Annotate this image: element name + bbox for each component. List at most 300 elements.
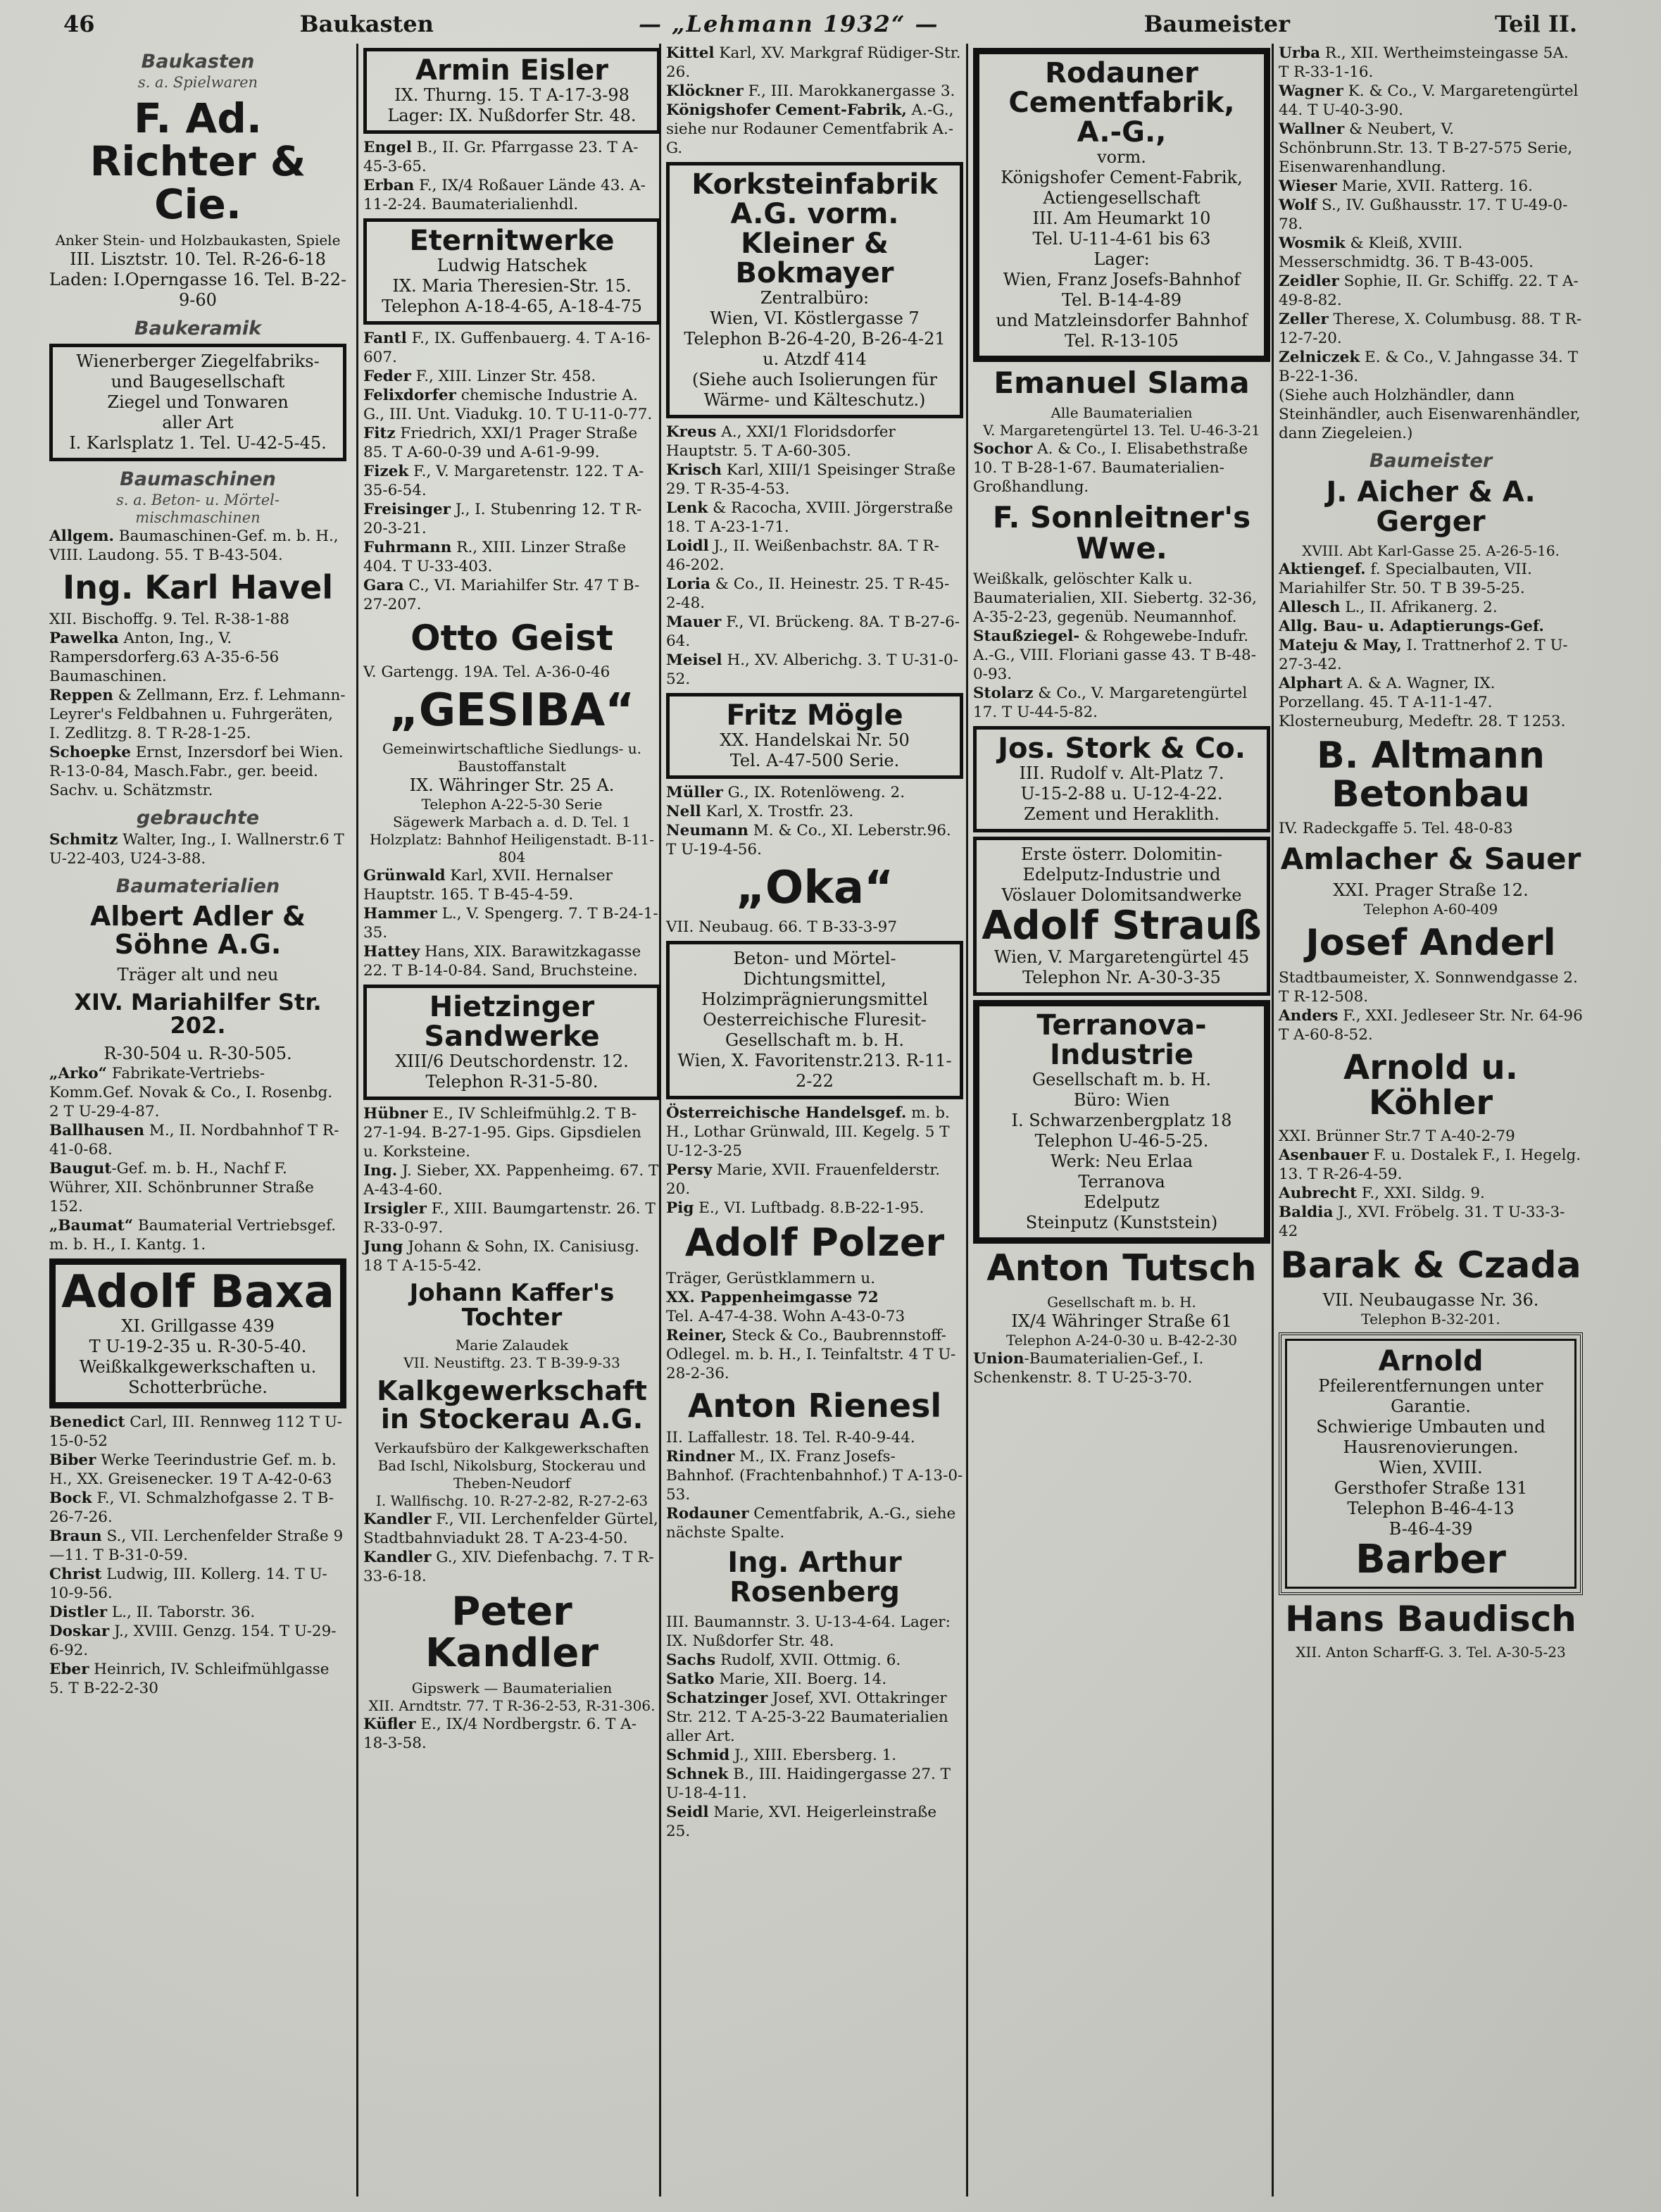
directory-entry (666, 918, 963, 937)
ad-line-bold: Laden: I.Operngasse 16. Tel. B-22-9-60 (49, 269, 347, 310)
directory-entry (666, 499, 963, 537)
directory-entry (363, 1199, 660, 1237)
directory-entry (666, 101, 963, 158)
directory-entry (363, 424, 660, 462)
entry-details: Heinrich, IV. Schleifmühlgasse 5. T B-22-2-30 (49, 1661, 330, 1698)
entry-details: Marie, XVII. Ratterg. 16. (1336, 177, 1533, 195)
directory-entry (49, 1064, 346, 1121)
ad-line: Tel. A-47-500 Serie. (729, 751, 900, 770)
directory-entry (363, 1715, 660, 1753)
header-part: Teil II. (1494, 11, 1577, 37)
directory-entry (666, 1326, 963, 1383)
entry-name: Rodauner (666, 1505, 749, 1523)
directory-entry (666, 1104, 963, 1161)
ad-line: Telephon A-22-5-30 Serie (421, 795, 603, 813)
ad-line-bold: XXI. Prager Straße 12. (1333, 880, 1529, 901)
entry-name: Bock (49, 1489, 92, 1508)
ad-line: Büro: Wien (1073, 1090, 1170, 1111)
ad-line: Verkaufsbüro der Kalkgewerkschaften Bad Ischl, Nikolsburg, Stockerau und Theben-Neudorf (375, 1439, 649, 1492)
column-3 (663, 44, 966, 2197)
entry-name: Hammer (363, 904, 437, 923)
column-4 (970, 44, 1273, 2197)
ad-line: XIII/6 Deutschordenstr. 12. (395, 1051, 629, 1071)
advertiser-name: J. Aicher & A. Gerger (1326, 476, 1536, 538)
entry-name: Eber (49, 1661, 89, 1679)
entry-name: Grünwald (363, 866, 446, 885)
directory-entry (1279, 1203, 1583, 1241)
ad-line: T U-19-2-35 u. R-30-5-40. (89, 1337, 307, 1357)
entry-name: Irsigler (363, 1199, 427, 1218)
entry-name: Persy (666, 1161, 713, 1180)
directory-entry (1279, 386, 1583, 443)
ad-line: Telephon A-60-409 (1363, 901, 1498, 918)
entry-name: Königshofer Cement-Fabrik, (666, 101, 907, 119)
entry-details: Anton, Ing., V. Rampersdorferg.63 A-35-6-56 Baumaschinen. (49, 629, 280, 685)
entry-name: „Baumat“ (49, 1216, 134, 1235)
entry-name: Seidl (666, 1804, 709, 1822)
entry-details: -Baumaterialien-Gef., I. Schenkenstr. 8. T U-25-3-70. (973, 1349, 1204, 1387)
ad-line: U-15-2-88 u. U-12-4-22. (1020, 784, 1223, 804)
section-heading: Baumaschinen (120, 468, 276, 490)
advertiser-name: XIV. Mariahilfer Str. 202. (74, 988, 322, 1039)
entry-details: Therese, X. Columbusg. 88. T R-12-7-20. (1279, 311, 1582, 347)
advertiser-name: Otto Geist (410, 618, 613, 658)
ad-line: Telephon R-31-5-80. (425, 1071, 598, 1092)
ad-line: III. Am Heumarkt 10 (1032, 208, 1211, 228)
directory-entry (666, 1670, 963, 1689)
ad-line: Gesellschaft m. b. H. (1047, 1293, 1196, 1311)
ad-line: IX. Thurng. 15. T A-17-3-98 (394, 85, 629, 105)
directory-entry (1279, 1127, 1583, 1146)
directory-entry (973, 570, 1270, 627)
entry-details: F., III. Marokkanergasse 3. (743, 82, 955, 100)
ad-line: XII. Arndtstr. 77. T R-36-2-53, R-31-306. (368, 1697, 656, 1715)
ad-line: Edelputz-Industrie und (1022, 865, 1221, 885)
directory-entry (49, 1527, 346, 1565)
directory-entry (1279, 196, 1583, 234)
entry-details: Carl, III. Rennweg 112 T U-15-0-52 (49, 1413, 342, 1451)
entry-details: Ludwig, III. Kollerg. 14. T U-10-9-56. (49, 1566, 327, 1603)
ad-line: Telephon A-24-0-30 u. B-42-2-30 (1005, 1331, 1238, 1349)
entry-name: Fitz (363, 425, 396, 442)
entry-details: Weißkalk, gelöschter Kalk u. Baumaterialien, XII. Siebertg. 32-36, A-35-2-23, gegenüb. Neumannhof. (973, 570, 1257, 627)
entry-name: Fantl (363, 330, 407, 347)
ad-line: Telephon B-46-4-13 (1347, 1499, 1515, 1519)
directory-entry (666, 461, 963, 499)
directory-entry (363, 538, 660, 576)
entry-name: Hübner (363, 1104, 428, 1123)
directory-entry (363, 576, 660, 614)
directory-entry (49, 1121, 346, 1159)
ad-line: Tel. R-13-105 (1065, 331, 1179, 351)
entry-name: Satko (666, 1670, 715, 1689)
entry-details: Walter, Ing., I. Wallnerstr.6 T U-22-403, U24-3-88. (49, 830, 344, 868)
directory-entry (973, 627, 1270, 684)
entry-name: Sochor (973, 440, 1033, 458)
ad-line: Telephon U-46-5-25. (1034, 1131, 1209, 1151)
ad-line: Königshofer Cement-Fabrik, Actiengesellschaft (1001, 168, 1243, 208)
section-heading: gebrauchte (136, 806, 260, 829)
column-1 (46, 44, 349, 2197)
directory-entry (666, 802, 963, 821)
advertiser-name: F. Ad. Richter & Cie. (89, 94, 306, 228)
directory-entry (363, 1104, 660, 1161)
entry-name: Küfler (363, 1716, 416, 1734)
entry-name: Benedict (49, 1413, 125, 1432)
entry-name: Kreus (666, 423, 717, 441)
entry-name: Mauer (666, 613, 722, 631)
advertisement-box (363, 48, 660, 134)
directory-entry (666, 82, 963, 101)
advertiser-name: Rodauner Cementfabrik, A.-G., (1008, 57, 1235, 149)
directory-entry (666, 821, 963, 859)
directory-entry (363, 1548, 660, 1586)
entry-details: A. & Co., I. Elisabethstraße 10. T B-28-1-67. Baumaterialien-Großhandlung. (973, 440, 1248, 496)
directory-entry (1279, 234, 1583, 272)
directory-entry (1279, 120, 1583, 177)
directory-entry (49, 830, 346, 868)
ad-line-bold: R-30-504 u. R-30-505. (104, 1043, 292, 1063)
entry-name: Pawelka (49, 629, 119, 647)
ad-line: Gesellschaft m. b. H. (725, 1030, 905, 1051)
ad-line: Sägewerk Marbach a. d. D. Tel. 1 (392, 813, 632, 830)
entry-details: Stadtbaumeister, X. Sonnwendgasse 2. T R-12-508. (1279, 968, 1578, 1006)
entry-details: R., XII. Wertheimsteingasse 5A. T R-33-1-16. (1279, 44, 1569, 81)
entry-name: Allg. Bau- u. Adaptierungs-Gef. Mateju & May, (1279, 618, 1544, 654)
directory-entry (1279, 1006, 1583, 1044)
entry-details: & Zellmann, Erz. f. Lehmann-Leyrer's Feldbahnen u. Fuhrgeräten, I. Zedlitzg. 8. T R-28-1-25. (49, 686, 346, 742)
section-subheading: s. a. Beton- u. Mörtel- (116, 491, 280, 508)
entry-name: Neumann (666, 822, 748, 839)
ad-line: Anker Stein- und Holzbaukasten, Spiele (55, 231, 341, 249)
entry-details: (Siehe auch Holzhändler, dann Steinhändler, auch Eisenwarenhändler, dann Ziegeleien.) (1279, 387, 1581, 442)
directory-entry (363, 1237, 660, 1275)
entry-details: Rudolf, XVII. Ottmig. 6. (715, 1651, 901, 1670)
advertiser-name: Barak & Czada (1280, 1244, 1581, 1287)
entry-name: Hattey (363, 942, 420, 961)
entry-details: Johann & Sohn, IX. Canisiusg. 18 T A-15-5-42. (363, 1237, 639, 1275)
ad-line: vorm. (1097, 147, 1146, 167)
ad-line: Tel. U-11-4-61 bis 63 (1032, 229, 1211, 249)
directory-entry (666, 1161, 963, 1199)
advertiser-name: Anton Rienesl (687, 1386, 942, 1425)
ad-line: und Matzleinsdorfer Bahnhof (996, 311, 1248, 330)
directory-entry (49, 686, 346, 743)
directory-entry (363, 462, 660, 500)
advertisement-box (1279, 1332, 1583, 1595)
entry-details: M., II. Nordbahnhof T R-41-0-68. (49, 1121, 339, 1158)
directory-entry (666, 44, 963, 82)
entry-name: Baugut (49, 1159, 112, 1177)
ad-line: Werk: Neu Erlaa (1050, 1151, 1193, 1172)
ad-line: Holzimprägnierungsmittel (701, 989, 928, 1010)
entry-name: Zeller (1279, 311, 1329, 328)
entry-details: C., VI. Mariahilfer Str. 47 T B-27-207. (363, 577, 640, 613)
ad-line: Pfeilerentfernungen unter Garantie. (1318, 1376, 1543, 1417)
entry-name: Loidl (666, 537, 709, 555)
entry-details: F., VII. Lerchenfelder Gürtel, Stadtbahnviadukt 28. T A-23-4-50. (363, 1510, 658, 1547)
entry-name: Loria (666, 575, 710, 593)
directory-entry (363, 386, 660, 424)
ad-line: B-46-4-39 (1389, 1519, 1473, 1539)
ad-line: Wienerberger Ziegelfabriks- (76, 351, 320, 371)
entry-details: Karl, XVII. Hernalser Hauptstr. 165. T B-45-4-59. (363, 866, 613, 904)
entry-name: Baldia (1279, 1203, 1334, 1221)
entry-name: Doskar (49, 1623, 110, 1641)
advertiser-name: F. Sonnleitner's Wwe. (992, 500, 1251, 566)
directory-entry (363, 138, 660, 176)
ad-line-bold: Träger alt und neu (117, 964, 279, 985)
entry-name: Felixdorfer (363, 387, 456, 404)
ad-line: Gipswerk — Baumaterialien (411, 1680, 613, 1697)
entry-details: Marie, XII. Boerg. 14. (714, 1670, 887, 1689)
ad-line: XX. Handelskai Nr. 50 (720, 730, 910, 750)
directory-entry (363, 500, 660, 538)
ad-line: Terranova (1078, 1172, 1165, 1192)
ad-line: Alle Baumaterialien (1051, 404, 1193, 422)
section-subheading: mischmaschinen (135, 508, 261, 526)
entry-details: J., II. Weißenbachstr. 8A. T R-46-202. (666, 537, 939, 574)
entry-details: F., XIII. Baumgartenstr. 26. T R-33-0-97. (363, 1199, 656, 1237)
advertisement-box (973, 48, 1270, 362)
ad-line: Lager: IX. Nußdorfer Str. 48. (387, 106, 637, 125)
ad-line: aller Art (162, 412, 234, 432)
entry-name: Reiner, (666, 1326, 727, 1344)
entry-name: Erban (363, 177, 415, 194)
advertiser-name: Barber (1355, 1537, 1506, 1583)
advertiser-name: Arnold (1378, 1345, 1484, 1378)
entry-name: Feder (363, 368, 411, 385)
entry-name: Allesch (1279, 599, 1341, 616)
advertisement-box (666, 941, 963, 1099)
entry-name: Gara (363, 577, 404, 594)
entry-details: III. Baumannstr. 3. U-13-4-64. Lager: IX. Nußdorfer Str. 48. (666, 1613, 951, 1651)
ad-line: Wien, XVIII. (1379, 1458, 1483, 1478)
entry-name: Engel (363, 139, 412, 156)
entry-details: L., V. Spengerg. 7. T B-24-1-35. (363, 904, 658, 942)
ad-line: Vöslauer Dolomitsandwerke (1001, 885, 1242, 906)
entry-details: Werke Teerindustrie Gef. m. b. H., XX. Greisenecker. 19 T A-42-0-63 (49, 1451, 337, 1489)
entry-details: F., IX/4 Roßauer Lände 43. A-11-2-24. Baumaterialienhdl. (363, 177, 646, 213)
advertisement-box (973, 837, 1270, 996)
advertiser-name: Adolf Baxa (61, 1266, 334, 1318)
entry-details: F. u. Dostalek F., I. Hegelg. 13. T R-26-4-59. (1279, 1146, 1581, 1183)
entry-name: Aubrecht (1279, 1184, 1358, 1202)
advertiser-name: B. Altmann Betonbau (1317, 735, 1545, 816)
directory-entry (363, 1161, 660, 1199)
entry-name: Freisinger (363, 501, 451, 518)
entry-details: J., XVIII. Genzg. 154. T U-29-6-92. (49, 1623, 337, 1660)
ad-line: Telephon A-18-4-65, A-18-4-75 (382, 296, 642, 316)
column-2 (361, 44, 663, 2197)
directory-entry (666, 651, 963, 689)
directory-entry (49, 610, 346, 629)
ad-line-bold: IX. Währinger Str. 25 A. (409, 775, 615, 795)
advertiser-name: Jos. Stork & Co. (998, 732, 1246, 766)
directory-entry (363, 904, 660, 942)
advertiser-name: Terranova-Industrie (1036, 1009, 1207, 1072)
entry-details: Karl, XV. Markgraf Rüdiger-Str. 26. (666, 44, 961, 81)
directory-entry (363, 942, 660, 980)
entry-details: B., III. Haidingergasse 27. T U-18-4-11. (666, 1766, 951, 1803)
ad-line: VII. Neustiftg. 23. T B-39-9-33 (403, 1354, 620, 1372)
entry-name: Christ (49, 1566, 102, 1584)
entry-name: Krisch (666, 461, 722, 479)
ad-line: Weißkalkgewerkschaften u. Schotterbrüche. (79, 1357, 317, 1398)
page-number: 46 (63, 11, 95, 37)
entry-name: Allgem. (49, 527, 114, 545)
directory-entry (1279, 348, 1583, 386)
advertiser-name: Amlacher & Sauer (1280, 842, 1581, 877)
directory-entry (363, 329, 660, 367)
directory-entry (363, 176, 660, 214)
entry-details: J., XVI. Fröbelg. 31. T U-33-3-42 (1279, 1203, 1565, 1240)
entry-name: Schatzinger (666, 1689, 768, 1708)
header-title: — „Lehmann 1932“ — (638, 11, 939, 37)
ad-line: Zentralbüro: (760, 288, 870, 308)
entry-details: V. Gartengg. 19A. Tel. A-36-0-46 (363, 663, 610, 681)
directory-entry (666, 1613, 963, 1651)
ad-line: und Baugesellschaft (111, 371, 285, 392)
ad-line: Gemeinwirtschaftliche Siedlungs- u. Baustoffanstalt (382, 739, 642, 775)
directory-entry (1279, 598, 1583, 617)
entry-details: Ernst, Inzersdorf bei Wien. R-13-0-84, Masch.Fabr., ger. beeid. Sachv. u. Schätzmstr. (49, 743, 344, 799)
ad-line-bold: III. Lisztstr. 10. Tel. R-26-6-18 (70, 249, 326, 269)
ad-line: Telephon B-32-201. (1361, 1311, 1500, 1328)
section-heading: Baumaterialien (115, 875, 280, 897)
entry-details: A. & A. Wagner, IX. Porzellang. 45. T A-11-1-47. Klosterneuburg, Medeftr. 28. T 1253. (1279, 675, 1566, 730)
entry-details: J., XIII. Ebersberg. 1. (729, 1747, 897, 1765)
advertiser-name: Eternitwerke (409, 225, 615, 257)
entry-details: G., IX. Rotenlöweng. 2. (722, 784, 905, 801)
directory-entry (666, 1269, 963, 1288)
entry-details: & Co., II. Heinestr. 25. T R-45-2-48. (666, 575, 950, 612)
entry-details: Marie, XVI. Heigerleinstraße 25. (666, 1804, 937, 1841)
directory-entry (49, 1216, 346, 1254)
entry-name: Stolarz (973, 685, 1034, 703)
entry-details: f. Specialbauten, VII. Mariahilfer Str. 50. T B 39-5-25. (1279, 561, 1532, 597)
entry-name: Anders (1279, 1006, 1339, 1025)
entry-name: Schmitz (49, 830, 118, 849)
entry-name: Aktiengef. (1279, 561, 1366, 578)
entry-name: Wagner (1279, 82, 1343, 100)
column-rule (356, 44, 358, 2197)
entry-name: Wosmik (1279, 235, 1346, 252)
entry-details: M., IX. Franz Josefs-Bahnhof. (Frachtenbahnhof.) T A-13-0-53. (666, 1448, 963, 1504)
entry-name: Reppen (49, 686, 113, 704)
ad-line: (Siehe auch Isolierungen für Wärme- und Kälteschutz.) (692, 370, 937, 410)
entry-details: S., VII. Lerchenfelder Straße 9—11. T B-31-0-59. (49, 1527, 344, 1565)
advertisement-box (666, 162, 963, 418)
ad-line: Oesterreichische Fluresit- (703, 1010, 927, 1030)
entry-details: II. Laffallestr. 18. Tel. R-40-9-44. (666, 1429, 915, 1447)
entry-name: XX. Pappenheimgasse 72 (666, 1288, 879, 1306)
entry-details: B., II. Gr. Pfarrgasse 23. T A-45-3-65. (363, 139, 639, 175)
directory-entry (1279, 560, 1583, 598)
directory-entry (1279, 177, 1583, 196)
entry-details: G., XIV. Diefenbachg. 7. T R-33-6-18. (363, 1548, 654, 1585)
ad-line: Lager: (1093, 249, 1150, 269)
directory-entry (666, 613, 963, 651)
entry-details: Hans, XIX. Barawitzkagasse 22. T B-14-0-84. Sand, Bruchsteine. (363, 942, 641, 980)
entry-details: L., II. Afrikanerg. 2. (1340, 599, 1498, 616)
ad-line: Steinputz (Kunststein) (1025, 1213, 1218, 1233)
entry-name: Wolf (1279, 196, 1317, 214)
entry-details: A., XXI/1 Floridsdorfer Hauptstr. 5. T A-60-305. (666, 423, 896, 460)
entry-details: S., IV. Gußhausstr. 17. T U-49-0-78. (1279, 196, 1568, 233)
directory-entry (49, 1159, 346, 1216)
ad-line: Marie Zalaudek (455, 1337, 569, 1354)
entry-details: Karl, X. Trostfr. 23. (701, 803, 854, 820)
entry-name: Kittel (666, 44, 715, 62)
entry-name: Zeidler (1279, 273, 1339, 290)
entry-name: Wallner (1279, 120, 1345, 138)
directory-entry (363, 1510, 660, 1548)
entry-details: E., VI. Luftbadg. 8.B-22-1-95. (694, 1199, 924, 1218)
entry-details: VII. Neubaug. 66. T B-33-3-97 (666, 918, 898, 937)
directory-entry (666, 1803, 963, 1841)
advertiser-name: Hietzinger Sandwerke (424, 990, 600, 1053)
ad-line: Gersthofer Straße 131 (1334, 1478, 1528, 1499)
ad-line: Edelputz (1084, 1192, 1160, 1213)
entry-name: „Arko“ (49, 1064, 107, 1082)
directory-entry (666, 1447, 963, 1504)
directory-entry (666, 423, 963, 461)
advertiser-name: Ing. Karl Havel (63, 568, 333, 606)
entry-name: Fuhrmann (363, 539, 452, 556)
entry-details: F., VI. Brückeng. 8A. T B-27-6-64. (666, 613, 960, 650)
entry-name: Lenk (666, 499, 708, 517)
directory-entry (49, 1603, 346, 1622)
directory-entry (1279, 272, 1583, 310)
directory-entry (1279, 819, 1583, 838)
entry-name: Kandler (363, 1510, 432, 1528)
entry-details: F., XIII. Linzer Str. 458. (410, 368, 596, 385)
entry-details: F., IX. Guffenbauerg. 4. T A-16-607. (363, 330, 651, 366)
entry-details: Träger, Gerüstklammern u. (666, 1269, 876, 1287)
entry-details: J. Sieber, XX. Pappenheimg. 67. T A-43-4-60. (363, 1161, 659, 1199)
advertisement-box (363, 218, 660, 325)
ad-line: Zement und Heraklith. (1023, 804, 1220, 825)
entry-name: Pig (666, 1199, 694, 1218)
section-heading: Baukeramik (134, 317, 262, 339)
entry-details: Karl, XIII/1 Speisinger Straße 29. T R-35-4-53. (666, 461, 956, 498)
entry-name: Müller (666, 784, 723, 801)
advertiser-name: Hans Baudisch (1285, 1599, 1577, 1640)
entry-name: Zelniczek (1279, 349, 1360, 366)
ad-line: Wien, V. Margaretengürtel 45 (994, 947, 1250, 968)
entry-details: E. & Co., V. Jahngasse 34. T B-22-1-36. (1279, 349, 1579, 385)
ad-line-bold: VII. Neubaugasse Nr. 36. (1322, 1290, 1539, 1311)
entry-name: Ballhausen (49, 1121, 145, 1139)
directory-entry (666, 537, 963, 575)
entry-name: Urba (1279, 44, 1321, 62)
entry-name: Braun (49, 1527, 102, 1546)
entry-name: Alphart (1279, 675, 1343, 692)
entry-details: A.-G., siehe nur Rodauner Cementfabrik A.-G. (666, 101, 954, 157)
directory-entry (666, 1504, 963, 1542)
advertisement-box (363, 985, 660, 1100)
advertiser-name: Josef Anderl (1305, 922, 1556, 965)
entry-name: Schnek (666, 1766, 729, 1784)
ad-line: III. Rudolf v. Alt-Platz 7. (1019, 763, 1224, 784)
directory-entry (49, 527, 346, 565)
advertisement-box (666, 693, 963, 779)
ad-line: Wien, X. Favoritenstr.213. R-11-2-22 (677, 1051, 952, 1092)
entry-details: Sophie, II. Gr. Schiffg. 22. T A-49-8-82. (1279, 273, 1579, 309)
entry-name: Wieser (1279, 177, 1337, 195)
directory-entry (1279, 310, 1583, 348)
